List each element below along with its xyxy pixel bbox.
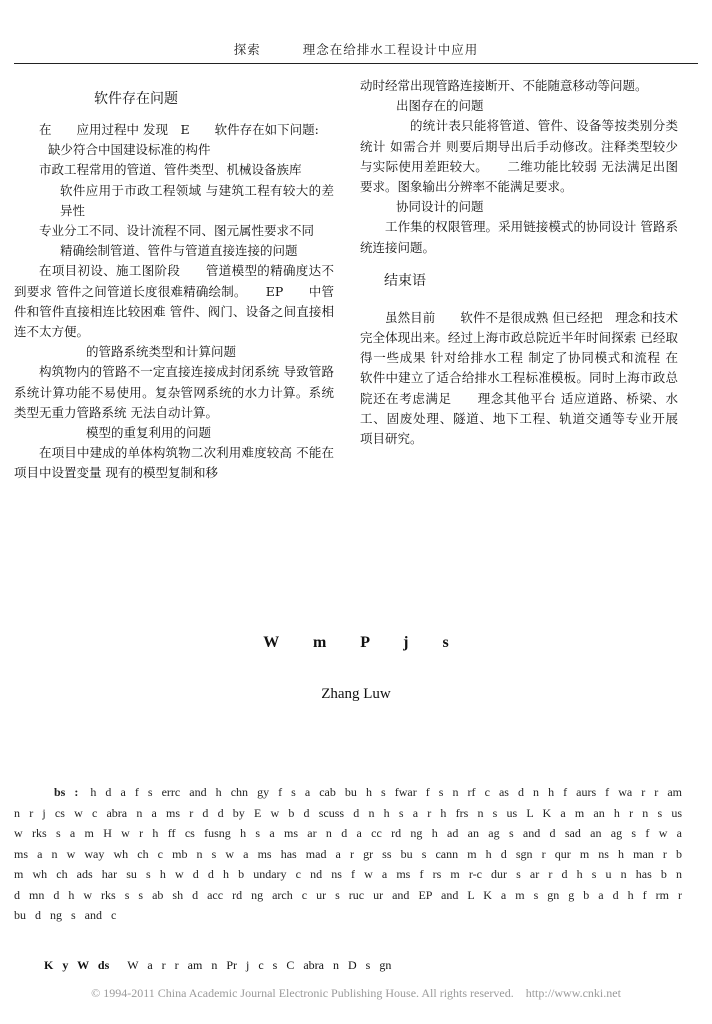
paragraph: 市政工程常用的管道、管件类型、机械设备族库 — [39, 162, 302, 178]
running-head-part1: 探索 — [233, 42, 261, 57]
running-head — [0, 40, 712, 58]
section-heading-conclusion: 结束语 — [384, 272, 426, 289]
paragraph: 专业分工不同、设计流程不同、图元属性要求不同 — [39, 223, 315, 239]
paragraph: 在项目初设、施工图阶段 管道模型的精确度达不到要求 管件之间管道长度很难精确绘制。 EP 中管件和管件直接相连比较困难 管件、阀门、设备之间直接相连不太方便。 — [14, 263, 334, 340]
subheading: 精确绘制管道、管件与管道直接连接的问题 — [60, 243, 298, 259]
paragraph: 的统计表只能将管道、管件、设备等按类别分类统计 如需合并 则要后期导出后手动修改。注释类型较少 与实际使用差距较大。 二维功能比较弱 无法满足出图要求。图象输出分辨率不能满足要求。 — [360, 118, 678, 195]
english-author: Zhang Luw — [321, 686, 391, 702]
section-heading-software-issues: 软件存在问题 — [94, 91, 178, 107]
abstract-text: h d a f s errc and h chn gy f s a cab bu h s fwar f s n rf c as d n h f aurs f wa r r am n r j cs w c abra n a ms r d d by E w b d scuss d n h s a r h frs n s us L K a m an h r n s us w rks s a m H w r h ff cs fusng h s a ms ar n d a cc rd ng h ad an ag s and d sad an ag s f w a ms a n w way wh ch c mb n s w a ms has mad a r gr ss bu s cann m h d sgn r qur m ns h man r b m wh ch ads har su s h w d d h b undary c nd ns f w a ms f rs m r-c dur s ar r d h s u n has b n d mn d h w rks s s ab sh d acc rd ng arch c ur s ruc ur and EP and L K a m s gn g b a d h f rm r bu d ng s and c — [14, 785, 682, 922]
english-keywords — [14, 958, 682, 973]
paragraph: 动时经常出现管路连接断开、不能随意移动等问题。 — [360, 78, 648, 93]
running-head-part2: 理念在给排水工程设计中应用 — [302, 42, 479, 57]
keywords-label: K y W ds — [44, 958, 110, 972]
subheading: 的管路系统类型和计算问题 — [86, 344, 237, 360]
english-abstract — [14, 782, 682, 926]
subheading: 出图存在的问题 — [396, 98, 484, 114]
paragraph: 在项目中建成的单体构筑物二次利用难度较高 不能在项目中设置变量 现有的模型复制和移 — [14, 445, 334, 481]
paragraph: 软件应用于市政工程领域 与建筑工程有较大的差异性 — [60, 182, 334, 218]
subheading: 缺少符合中国建设标准的构件 — [48, 142, 211, 158]
paragraph: 在 应用过程中 发现 E 软件存在如下问题: — [39, 122, 319, 137]
subheading: 协同设计的问题 — [396, 199, 484, 215]
paragraph: 虽然目前 软件不是很成熟 但已经把 理念和技术完全体现出来。经过上海市政总院近半年时间探索 已经取得一些成果 针对给排水工程 制定了协同模式和流程 在 软件中建立了适合给排水工程标准模板。同时上海市政总院还在考虑满足 理念其他平台 适应道路、桥梁、水工、固废处理、隧道、地下工程、轨道交通等专业开展 项目研究。 — [360, 309, 704, 447]
keywords-text: W a r r am n Pr j c s C abra n D s gn — [127, 958, 392, 972]
header-rule — [14, 63, 698, 64]
copyright-footer: © 1994-2011 China Academic Journal Electronic Publishing House. All rights reserved. http://www.cnki.net — [91, 986, 621, 1000]
left-column — [14, 76, 334, 484]
paragraph: 构筑物内的管路不一定直接连接成封闭系统 导致管路系统计算功能不易使用。复杂管网系统的水力计算。系统类型无重力管路系统 无法自动计算。 — [14, 364, 334, 420]
english-title: W m P j s — [263, 634, 449, 651]
right-column — [360, 76, 704, 449]
paragraph: 工作集的权限管理。采用链接模式的协同设计 管路系统连接问题。 — [360, 219, 678, 255]
subheading: 模型的重复利用的问题 — [86, 425, 212, 441]
abstract-label: bs : — [54, 785, 79, 799]
